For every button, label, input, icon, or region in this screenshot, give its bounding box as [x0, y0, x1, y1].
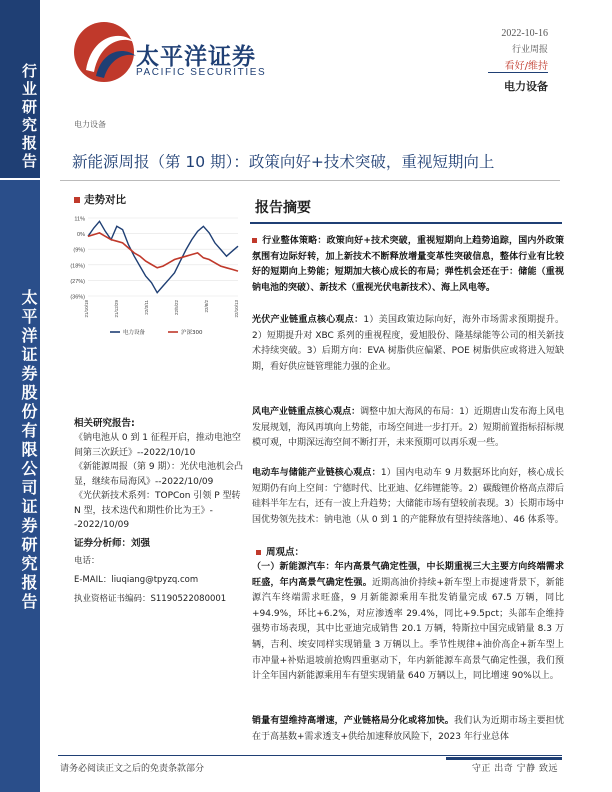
bullet-icon — [256, 550, 261, 555]
sidebar-report-category: 行业研究报告 — [20, 63, 38, 171]
series-line-1 — [88, 221, 238, 292]
trend-heading-label: 走势对比 — [84, 194, 126, 206]
y-tick-label: (9%) — [73, 247, 85, 254]
y-tick-label: (27%) — [70, 278, 85, 285]
page-title: 新能源周报（第 10 期）：政策向好+技术突破，重视短期向上 — [72, 153, 495, 171]
y-tick-label: (18%) — [70, 263, 85, 270]
pv-text: 1）美国政策边际向好，海外市场需求预期提升。2）短期提升对 XBC 系列的重视程度，爱旭股份、隆基绿能等公司的相关新技术持续突破。3）后期方向：EVA 树脂供应偏紧、POE 树脂供应或将进入短缺期，看好供应链管理能力强的企业。 — [252, 315, 564, 372]
chain-paragraph — [252, 714, 564, 745]
analyst-phone: 电话： — [74, 556, 100, 566]
focus-heading-label: 周观点： — [266, 547, 305, 558]
ev-label: 电动车与储能产业链核心观点： — [252, 468, 381, 478]
title-divider — [60, 180, 560, 181]
y-tick-label: 11% — [74, 216, 85, 223]
x-tick-label: 21/12/29 — [114, 300, 119, 318]
y-tick-label: 0% — [77, 232, 85, 239]
pv-label: 光伏产业链重点核心观点： — [252, 315, 364, 325]
related-item[interactable]: 《光伏新技术系列：TOPCon 引领 P 型转 N 型，技术迭代和期性价比为王》--2022/10/09 — [74, 491, 241, 530]
x-tick-label: 21/10/18 — [84, 300, 89, 318]
summary-heading: 报告摘要 — [255, 200, 311, 216]
footer-motto: 守正 出奇 宁静 致远 — [471, 764, 558, 774]
x-tick-label: 22/3/11 — [144, 300, 149, 315]
company-name-english: PACIFIC SECURITIES — [136, 67, 267, 78]
related-item[interactable]: 《钠电池从 0 到 1 征程开启，推动电池空间第三次跃迁》--2022/10/10 — [74, 433, 241, 458]
sector-small-label: 电力设备 — [74, 120, 106, 129]
rating-badge: 看好/维持 — [504, 61, 548, 72]
chain-text: 我们认为近期市场主要担忧在于高基数+需求透支+供给加速释放风险下，2023 年行业总体 — [252, 716, 564, 742]
report-type: 行业周报 — [511, 45, 548, 55]
pv-paragraph — [252, 313, 564, 375]
x-tick-label: 22/5/22 — [174, 300, 179, 316]
trend-chart-svg — [58, 210, 242, 340]
footer-divider — [58, 755, 562, 756]
x-tick-label: 22/8/2 — [204, 300, 209, 313]
legend-label: 沪深300 — [181, 330, 203, 336]
sector-label: 电力设备 — [504, 80, 548, 93]
strategy-paragraph — [252, 234, 564, 296]
chain-label: 销量有望维持高增速，产业链格局分化或将加快。 — [252, 716, 454, 726]
bullet-icon — [252, 238, 257, 243]
trend-chart — [58, 210, 242, 340]
related-list — [74, 431, 246, 533]
wind-paragraph — [252, 405, 564, 452]
trend-heading — [74, 192, 126, 207]
analyst-name: 证券分析师：刘强 — [74, 538, 151, 549]
y-tick-label: (36%) — [70, 294, 85, 301]
ev-focus-paragraph — [252, 560, 564, 685]
analyst-email[interactable]: E-MAIL：liuqiang@tpyzq.com — [74, 575, 199, 585]
ev-paragraph — [252, 466, 564, 528]
sidebar-company-label: 太平洋证券股份有限公司证券研究报告 — [19, 288, 38, 612]
header-divider — [488, 72, 548, 73]
analyst-license: 执业资格证书编码：S1190522080001 — [74, 594, 227, 604]
related-heading: 相关研究报告: — [74, 418, 135, 429]
company-name: 太平洋证券 — [136, 44, 256, 70]
heading-marker-icon — [74, 197, 80, 203]
report-date: 2022-10-16 — [501, 28, 548, 39]
x-tick-label: 22/10/13 — [234, 300, 239, 318]
ev-text: 1）国内电动车 9 月数据环比向好，核心成长短期仍有向上空间：宁德时代、比亚迪、亿纬锂能等。2）碳酸锂价格高点滞后硅料半年左右，还有一波上升趋势；大储能市场有望较前表现。3）长期市场中国优势领先技术：钠电池（从 0 到 1 的产能释放有望持续落地）、46 体系等。 — [252, 468, 564, 525]
ev-focus-text: 近期高油价持续+新车型上市提速背景下，新能源汽车终端需求旺盛，9 月新能源乘用车批发销量完成 67.5 万辆，同比+94.9%，环比+6.2%，对应渗透率 29.4%，同比+9.5pct；头部车企维持强势市场表现，其中比亚迪完成销售 20.1 万辆，特斯拉中国完成销量 8.3 万辆，吉利、埃安同样实现销量 3 万辆以上。季节性规律+油价高企+新车型上市冲量+补贴退坡前抢购四重驱动下，年内新能源车高景气确定性强，我们预计全年国内新能源乘用车有望实现销量 640 万辆以上，同比增速 90%以上。 — [252, 577, 564, 682]
footer-disclaimer: 请务必阅读正文之后的免责条款部分 — [60, 764, 205, 774]
legend-label: 电力设备 — [123, 330, 146, 336]
series-line-2 — [88, 233, 238, 271]
focus-heading — [256, 544, 304, 558]
ev-focus-label: （一）新能源汽车：年内高景气确定性强，中长期重视三大主要方向终端需求旺盛，年内高景气确定性强。 — [252, 562, 564, 588]
footer-accent-bar — [446, 757, 562, 760]
summary-divider — [250, 222, 562, 224]
wind-text: 调整中加大海风的布局：1）近期唐山发布海上风电发展规划，海风再填向上势能，市场空间进一步打开。2）短期前置指标招标规模可观，中期深远海空间不断打开，未来预期可以再乐观一些。 — [252, 407, 564, 449]
logo-emblem-icon — [66, 12, 138, 92]
strategy-text: 行业整体策略：政策向好+技术突破，重视短期向上趋势追踪，国内外政策氛围有边际好转，加上新技术不断释放增量变革性突破信息，整体行业有比较好的短期向上势能；短期加大核心成长的布局；弹性机会还在于：储能（重视钠电池的突破）、新技术（重视光伏电新技术）、海上风电等。 — [252, 236, 564, 293]
related-item[interactable]: 《新能源周报（第 9 期）：光伏电池机会凸显，继续布局海风》--2022/10/09 — [74, 462, 243, 487]
wind-label: 风电产业链重点核心观点： — [252, 407, 361, 417]
